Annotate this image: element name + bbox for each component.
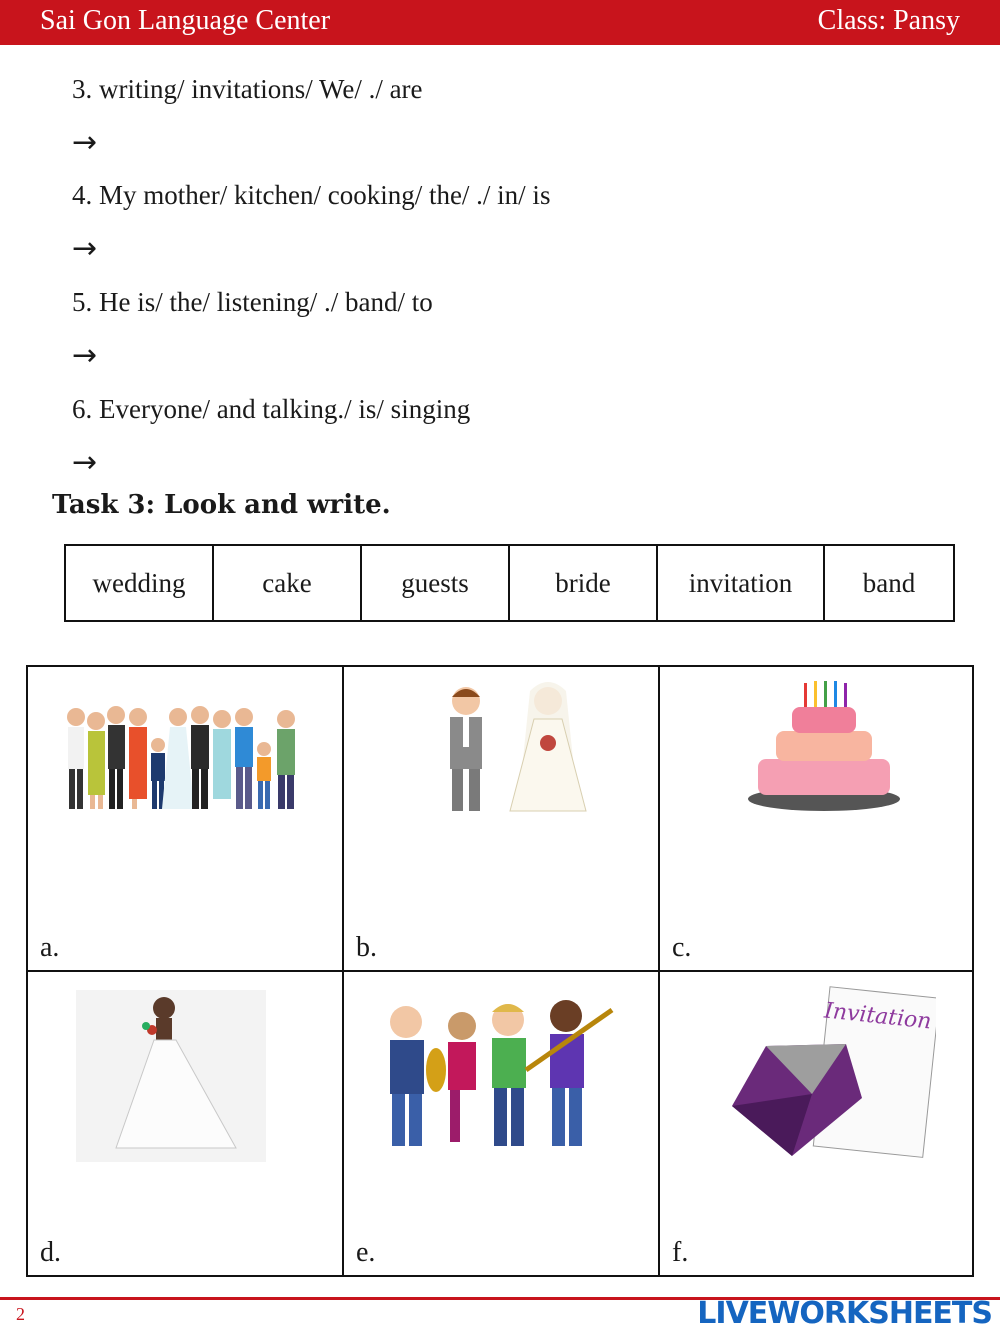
task-3-title: Task 3: Look and write. — [52, 490, 391, 520]
bride-illustration — [76, 990, 266, 1162]
answer-arrow-5[interactable]: → — [72, 338, 98, 373]
question-4: 4. My mother/ kitchen/ cooking/ the/ ./ in/ is — [72, 180, 551, 210]
word-bank-item: band — [824, 545, 954, 621]
answer-arrow-3[interactable]: → — [72, 125, 98, 160]
word-bank-item: invitation — [657, 545, 824, 621]
picture-cell-b[interactable] — [342, 665, 660, 972]
band-illustration — [376, 990, 626, 1160]
question-6: 6. Everyone/ and talking./ is/ singing — [72, 394, 471, 424]
guests-illustration — [58, 697, 308, 815]
picture-cell-e[interactable] — [342, 970, 660, 1277]
picture-label-f: f. — [672, 1237, 689, 1268]
question-5: 5. He is/ the/ listening/ ./ band/ to — [72, 287, 433, 317]
cake-illustration — [744, 675, 904, 815]
picture-label-b: b. — [356, 932, 377, 963]
answer-arrow-6[interactable]: → — [72, 445, 98, 480]
picture-cell-c[interactable] — [658, 665, 974, 972]
question-3: 3. writing/ invitations/ We/ ./ are — [72, 74, 423, 104]
picture-label-c: c. — [672, 932, 692, 963]
picture-label-e: e. — [356, 1237, 376, 1268]
word-bank — [64, 544, 955, 622]
school-name: Sai Gon Language Center — [40, 5, 331, 36]
word-bank-item: bride — [509, 545, 657, 621]
picture-cell-a[interactable] — [26, 665, 344, 972]
header-bar — [0, 0, 1000, 45]
answer-arrow-4[interactable]: → — [72, 231, 98, 266]
picture-grid — [26, 665, 974, 1277]
class-name: Class: Pansy — [817, 5, 960, 36]
picture-cell-f[interactable] — [658, 970, 974, 1277]
page-number: 2 — [16, 1304, 25, 1324]
brand-logo: LIVEWORKSHEETS — [697, 1296, 992, 1331]
picture-label-d: d. — [40, 1237, 61, 1268]
word-bank-item: cake — [213, 545, 361, 621]
word-bank-item: guests — [361, 545, 509, 621]
word-bank-item: wedding — [65, 545, 213, 621]
invitation-card-text: Invitation — [822, 998, 933, 1035]
wedding-couple-illustration — [436, 679, 596, 819]
picture-label-a: a. — [40, 932, 60, 963]
picture-cell-d[interactable] — [26, 970, 344, 1277]
